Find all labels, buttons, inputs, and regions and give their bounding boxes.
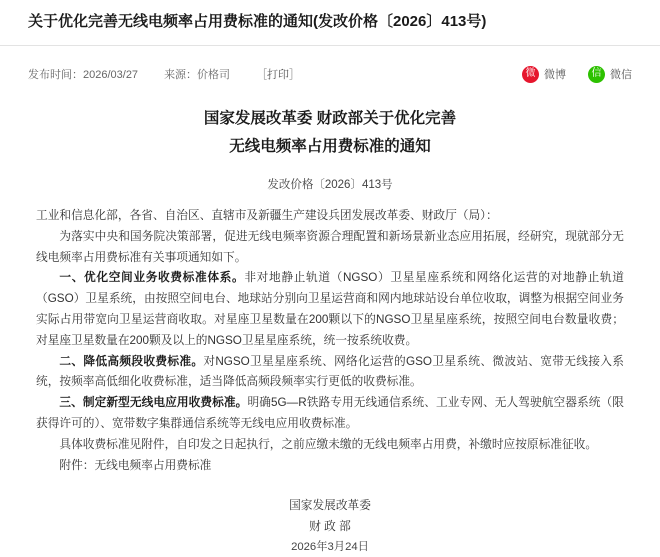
- wechat-icon: 信: [588, 66, 605, 83]
- signature-org-1: 国家发展改革委: [36, 495, 624, 516]
- share-wechat-button[interactable]: [588, 66, 632, 83]
- document-number: 发改价格〔2026〕413号: [36, 176, 624, 192]
- source-label: 来源：价格司: [164, 66, 230, 82]
- paragraph-effective-date: 具体收费标准见附件，自印发之日起执行，之前应缴未缴的无线电频率占用费，补缴时应按原标准征收。: [36, 435, 624, 456]
- paragraph-item-1: 一、优化空间业务收费标准体系。非对地静止轨道（NGSO）卫星星座系统和网络化运营的对地静止轨道（GSO）卫星系统，由按照空间电台、地球站分别向卫星运营商和网内地球站设台单位收取，调整为根据空间业务实际占用带宽向卫星运营商收取。对星座卫星数量在200颗以下的NGSO卫星星座系统，按照空间电台数量收费；对星座卫星数量在200颗及以上的NGSO卫星星座系统，统一按系统收费。: [36, 268, 624, 351]
- document-title: [36, 105, 624, 162]
- publish-time: 发布时间：2026/03/27: [28, 66, 138, 82]
- document-title-line-2: 无线电频率占用费标准的通知: [36, 133, 624, 162]
- signature-org-2: 财 政 部: [36, 516, 624, 537]
- paragraph-intro: 为落实中央和国务院决策部署，促进无线电频率资源合理配置和新场景新业态应用拓展，经研究，现就部分无线电频率占用费标准有关事项通知如下。: [36, 227, 624, 269]
- share-weibo-button[interactable]: [522, 66, 566, 83]
- document-body: [0, 83, 660, 557]
- paragraph-item-3: 三、制定新型无线电应用收费标准。明确5G—R铁路专用无线通信系统、工业专网、无人驾驶航空器系统（限获得许可的）、宽带数字集群通信系统等无线电应用收费标准。: [36, 393, 624, 435]
- article-meta-row: [0, 46, 660, 83]
- weibo-icon: 微: [522, 66, 539, 83]
- share-wechat-label: 微信: [610, 66, 632, 82]
- share-group: [500, 66, 632, 83]
- signature-date: 2026年3月24日: [36, 537, 624, 557]
- signature-block: [36, 495, 624, 557]
- attachment-line: 附件：无线电频率占用费标准: [36, 456, 624, 477]
- page-title: 关于优化完善无线电频率占用费标准的通知(发改价格〔2026〕413号): [28, 12, 632, 32]
- share-weibo-label: 微博: [544, 66, 566, 82]
- document-title-line-1: 国家发展改革委 财政部关于优化完善: [36, 105, 624, 134]
- paragraph-item-2: 二、降低高频段收费标准。对NGSO卫星星座系统、网络化运营的GSO卫星系统、微波站、宽带无线接入系统，按频率高低细化收费标准，适当降低高频段频率实行更低的收费标准。: [36, 352, 624, 394]
- page-header: [0, 0, 660, 46]
- salutation: 工业和信息化部，各省、自治区、直辖市及新疆生产建设兵团发展改革委、财政厅（局）：: [36, 206, 624, 227]
- print-button[interactable]: ［打印］: [256, 66, 300, 82]
